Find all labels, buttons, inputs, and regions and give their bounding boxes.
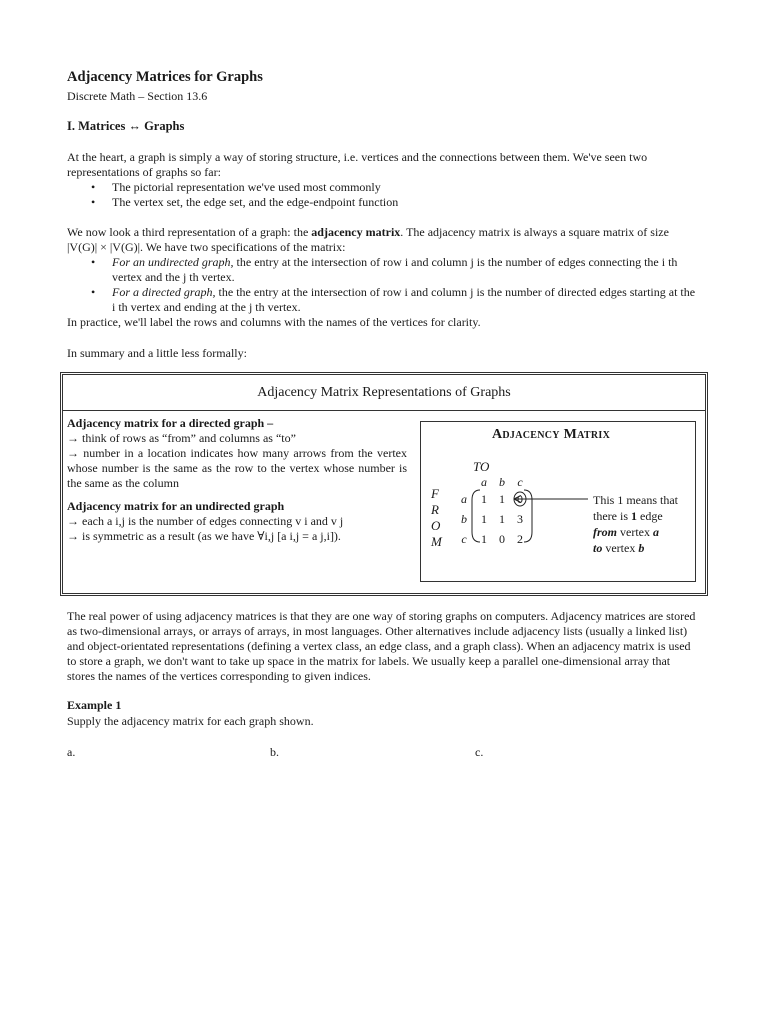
callout-vertex: b xyxy=(638,541,645,555)
from-letter: M xyxy=(431,534,442,549)
spec-text: the entry at the intersection of row i and column j is the number of edges connecting the i th vertex and the j th vertex. xyxy=(112,255,678,284)
list-item: • The pictorial representation we've used most commonly xyxy=(87,180,697,195)
storage-paragraph: The real power of using adjacency matrices is that they are one way of storing graphs on computers. Adjacency matrices are stored as two-dimensional arrays, or arrays of arrays, in most languages. Other alternatives include adjacency lists (usually a linked list) and object-orientated representations (defining a vertex class, an edge class, and a graph class). When an adjacency matrix is used to store a graph, we don't want to take up space in the matrix for labels. We usually keep a parallel one-dimensional array that stores the names of the vertices corresponding to given indices. xyxy=(67,609,696,683)
list-item xyxy=(87,285,697,315)
matrix-cell: 0 xyxy=(517,492,523,506)
example-part-label: c. xyxy=(475,745,484,759)
from-letter: F xyxy=(431,486,439,501)
matrix-cell: 3 xyxy=(517,512,523,526)
left-bracket xyxy=(472,490,480,542)
matrix-cell: 0 xyxy=(499,532,505,546)
matrix-cell: 1 xyxy=(481,532,487,546)
undirected-line: → is symmetric as a result (as we have ∀i,j [a i,j = a j,i]). xyxy=(67,529,341,543)
callout-line xyxy=(593,524,678,540)
callout-line xyxy=(593,508,678,524)
callout-count: 1 xyxy=(631,509,637,523)
list-item: • The vertex set, the edge set, and the edge-endpoint function xyxy=(87,195,697,210)
summary-box-title: Adjacency Matrix Representations of Graphs xyxy=(257,385,511,400)
double-arrow-icon: ↔ xyxy=(128,119,141,133)
example-part-label: b. xyxy=(270,745,279,759)
adjacency-term: adjacency matrix xyxy=(311,225,401,239)
from-letter: R xyxy=(431,502,439,517)
section-heading-suffix: Graphs xyxy=(144,119,185,133)
adjacency-paragraph xyxy=(67,225,697,255)
summary-left-column xyxy=(67,416,407,544)
callout-text: vertex xyxy=(617,525,653,539)
list-item xyxy=(87,255,697,285)
matrix-cell: 1 xyxy=(481,492,487,506)
representation-list xyxy=(87,180,697,210)
row-label: c xyxy=(461,532,467,546)
undirected-line: → each a i,j is the number of edges connecting v i and v j xyxy=(67,514,344,528)
section-heading xyxy=(67,119,184,134)
spec-label: For an undirected graph, xyxy=(112,255,234,269)
practice-paragraph: In practice, we'll label the rows and columns with the names of the vertices for clarity. xyxy=(67,315,481,329)
matrix-cell: 2 xyxy=(517,532,523,546)
column-label: a xyxy=(481,475,487,489)
directed-line: → think of rows as “from” and columns as “to” xyxy=(67,431,296,445)
intro-paragraph: At the heart, a graph is simply a way of storing structure, i.e. vertices and the connections between them. We've seen two representations of graphs so far: xyxy=(67,150,648,179)
example-prompt: Supply the adjacency matrix for each graph shown. xyxy=(67,714,314,728)
column-label: c xyxy=(517,475,523,489)
directed-heading: Adjacency matrix for a directed graph – xyxy=(67,416,274,430)
page-subtitle: Discrete Math – Section 13.6 xyxy=(67,89,208,103)
callout-to-word: to xyxy=(593,541,603,555)
matrix-cell: 1 xyxy=(499,512,505,526)
callout-from-word: from xyxy=(593,525,617,539)
to-label: TO xyxy=(473,459,490,474)
from-letter: O xyxy=(431,518,441,533)
matrix-panel-title: Adjacency Matrix xyxy=(492,427,611,442)
right-bracket xyxy=(524,490,532,542)
summary-box-divider xyxy=(63,410,705,411)
directed-line: → number in a location indicates how many arrows from the vertex whose number is the same as the row to the vertex whose number is the same as the column xyxy=(67,446,407,490)
section-heading-prefix: I. Matrices xyxy=(67,119,126,133)
page-title: Adjacency Matrices for Graphs xyxy=(67,69,263,85)
callout-text: there is xyxy=(593,509,631,523)
matrix-cell: 1 xyxy=(481,512,487,526)
spec-label: For a directed graph, xyxy=(112,285,216,299)
callout-line xyxy=(593,540,678,556)
column-label: b xyxy=(499,475,505,489)
adjacency-text-lead: We now look a third representation of a graph: the xyxy=(67,225,312,239)
matrix-cell: 1 xyxy=(499,492,505,506)
adjacency-text-rest: . The adjacency matrix is always a square matrix of size |V(G)| × |V(G)|. We have two specifications of the matrix: xyxy=(67,225,669,254)
example-heading: Example 1 xyxy=(67,698,122,712)
row-label: b xyxy=(461,512,467,526)
spec-text: the the entry at the intersection of row i and column j is the number of directed edges starting at the i th vertex and ending at the j th vertex. xyxy=(112,285,696,314)
matrix-callout-note xyxy=(593,492,678,556)
undirected-heading: Adjacency matrix for an undirected graph xyxy=(67,499,285,513)
row-label: a xyxy=(461,492,467,506)
callout-line: This 1 means that xyxy=(593,493,678,507)
specification-list xyxy=(87,255,697,315)
summary-lead: In summary and a little less formally: xyxy=(67,346,247,360)
callout-vertex: a xyxy=(652,525,659,539)
example-part-label: a. xyxy=(67,745,76,759)
callout-text: edge xyxy=(637,509,663,523)
callout-text: vertex xyxy=(602,541,639,555)
